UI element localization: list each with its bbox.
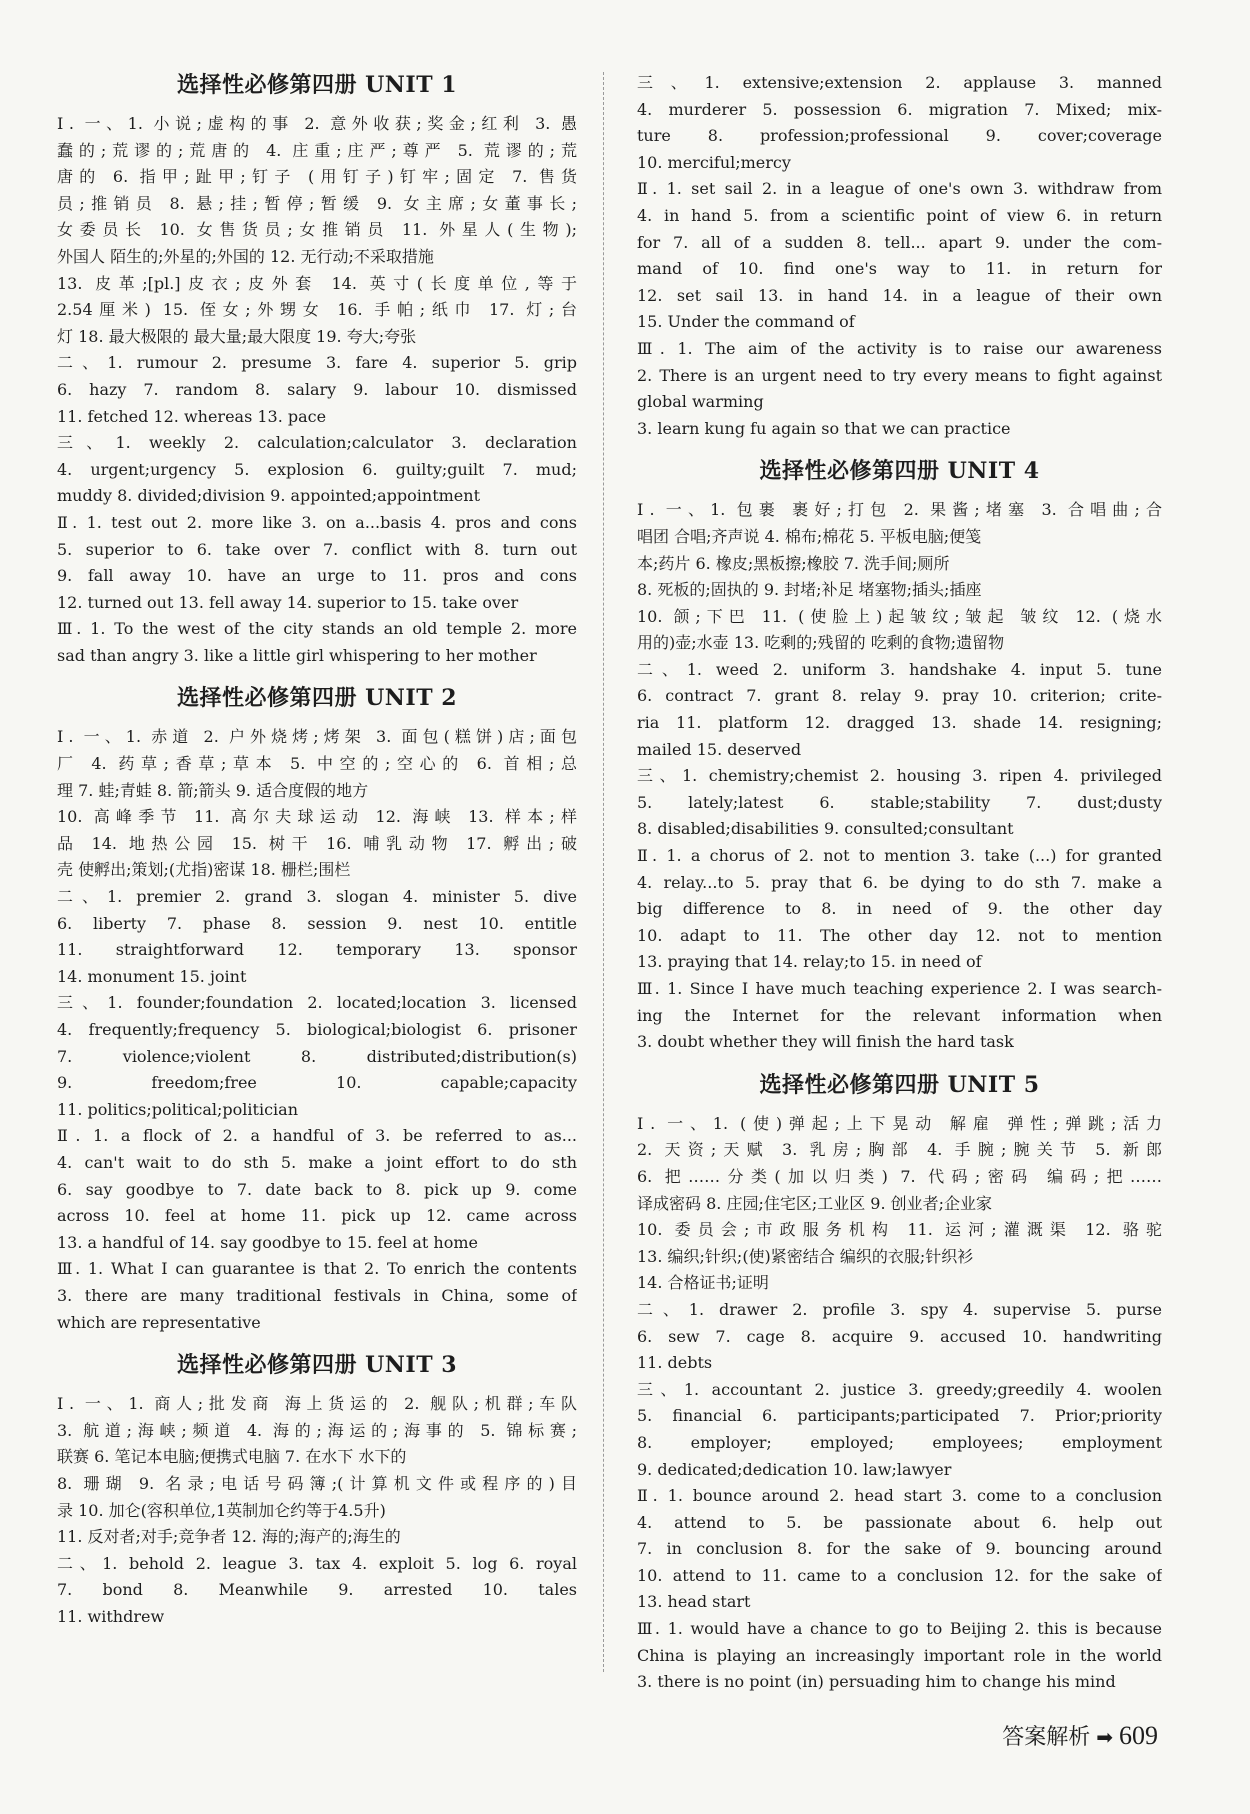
answer-line: 4. frequently;frequency 5. biological;biologist 6. prisoner bbox=[57, 1020, 577, 1039]
answer-line: 3. doubt whether they will finish the hard task bbox=[637, 1032, 1014, 1052]
answer-line: Ⅱ. 1. a flock of 2. a handful of 3. be referred to as... bbox=[57, 1126, 577, 1146]
answer-line: 11. straightforward 12. temporary 13. sponsor bbox=[57, 940, 577, 960]
unit4-heading: 选择性必修第四册 UNIT 4 bbox=[759, 458, 1040, 485]
answer-line: which are representative bbox=[57, 1312, 261, 1332]
answer-line: 14. monument 15. joint bbox=[57, 966, 247, 986]
answer-line: ria 11. platform 12. dragged 13. shade 14. resigning; bbox=[637, 713, 1162, 733]
answer-line: 6. hazy 7. random 8. salary 9. labour 10. dismissed bbox=[57, 379, 577, 399]
answer-line: 三、1. accountant 2. justice 3. greedy;greedily 4. woolen bbox=[637, 1379, 1162, 1399]
answer-line: 女委员长 10. 女售货员;女推销员 11. 外星人(生物); bbox=[57, 220, 577, 240]
answer-line: Ⅰ. 一、1. 商人;批发商 海上货运的 2. 舰队;机群;车队 bbox=[57, 1394, 577, 1414]
answer-line: Ⅲ. 1. Since I have much teaching experience 2. I was search- bbox=[637, 979, 1162, 998]
answer-line: 10. 高峰季节 11. 高尔夫球运动 12. 海峡 13. 样本;样 bbox=[57, 807, 577, 827]
answer-line: mailed 15. deserved bbox=[637, 739, 802, 759]
answer-line: ing the Internet for the relevant information when bbox=[637, 1005, 1162, 1025]
answer-line: 4. attend to 5. be passionate about 6. help out bbox=[637, 1512, 1162, 1532]
unit3-heading: 选择性必修第四册 UNIT 3 bbox=[176, 1352, 458, 1379]
answer-line: Ⅰ. 一、1. 赤道 2. 户外烧烤;烤架 3. 面包(糕饼)店;面包 bbox=[57, 727, 577, 747]
answer-line: 员;推销员 8. 悬;挂;暂停;暂缓 9. 女主席;女董事长; bbox=[57, 193, 577, 213]
answer-line: 9. fall away 10. have an urge to 11. pros and cons bbox=[57, 566, 577, 586]
answer-line: sad than angry 3. like a little girl whispering to her mother bbox=[57, 645, 537, 665]
answer-line: 7. bond 8. Meanwhile 9. arrested 10. tales bbox=[57, 1580, 577, 1600]
answer-line: 2.54厘米) 15. 侄女;外甥女 16. 手帕;纸巾 17. 灯;台 bbox=[57, 300, 577, 320]
answer-line: 7. in conclusion 8. for the sake of 9. bouncing around bbox=[637, 1539, 1162, 1559]
answer-line: 6. 把……分类(加以归类) 7. 代码;密码 编码;把…… bbox=[637, 1166, 1162, 1186]
arrow-right-icon: ➡ bbox=[1096, 1725, 1113, 1749]
unit2-answers bbox=[57, 724, 577, 1336]
answer-line: Ⅲ. 1. would have a chance to go to Beijing 2. this is because bbox=[637, 1619, 1162, 1639]
answer-line: global warming bbox=[637, 392, 764, 412]
answer-line: 联赛 6. 笔记本电脑;便携式电脑 7. 在水下 水下的 bbox=[57, 1447, 407, 1467]
answer-line: 三、1. weekly 2. calculation;calculator 3. declaration bbox=[57, 433, 577, 453]
left-column bbox=[57, 70, 577, 1630]
answer-line: Ⅱ. 1. a chorus of 2. not to mention 3. take (...) for granted bbox=[637, 846, 1162, 866]
answer-line: 12. set sail 13. in hand 14. in a league of their own bbox=[637, 285, 1162, 305]
unit1-answers bbox=[57, 111, 577, 669]
answer-line: 13. 皮革;[pl.]皮衣;皮外套 14. 英寸(长度单位,等于 bbox=[57, 273, 577, 293]
answer-line: 8. 死板的;固执的 9. 封堵;补足 堵塞物;插头;插座 bbox=[637, 580, 982, 600]
answer-line: 8. employer; employed; employees; employment bbox=[637, 1432, 1162, 1452]
answer-line: 4. relay...to 5. pray that 6. be dying to do sth 7. make a bbox=[637, 872, 1162, 892]
answer-line: 唐的 6. 指甲;趾甲;钉子 (用钉子)钉牢;固定 7. 售货 bbox=[57, 167, 577, 187]
answer-line: Ⅰ. 一、1. 小说;虚构的事 2. 意外收获;奖金;红利 3. 愚 bbox=[57, 114, 577, 133]
answer-line: 2. There is an urgent need to try every means to fight against bbox=[637, 365, 1162, 385]
answer-line: 13. a handful of 14. say goodbye to 15. feel at home bbox=[57, 1232, 478, 1252]
answer-line: 14. 合格证书;证明 bbox=[637, 1273, 769, 1293]
answer-line: 二、1. weed 2. uniform 3. handshake 4. input 5. tune bbox=[637, 659, 1162, 679]
answer-line: Ⅲ. 1. What I can guarantee is that 2. To enrich the contents bbox=[57, 1259, 577, 1279]
answer-line: 3. there is no point (in) persuading him to change his mind bbox=[637, 1672, 1116, 1692]
answer-line: Ⅲ. 1. The aim of the activity is to raise our awareness bbox=[637, 338, 1162, 358]
answer-line: 11. politics;political;politician bbox=[57, 1099, 298, 1119]
answer-line: 二、1. behold 2. league 3. tax 4. exploit 5. log 6. royal bbox=[57, 1553, 577, 1573]
answer-line: 13. 编织;针织;(使)紧密结合 编织的衣服;针织衫 bbox=[637, 1246, 974, 1266]
answer-line: 壳 使孵出;策划;(尤指)密谋 18. 栅栏;围栏 bbox=[57, 860, 351, 880]
answer-line: 10. merciful;mercy bbox=[637, 152, 791, 172]
answer-line: 13. praying that 14. relay;to 15. in need of bbox=[637, 952, 982, 972]
answer-line: 用的)壶;水壶 13. 吃剩的;残留的 吃剩的食物;遗留物 bbox=[637, 633, 1005, 653]
answer-line: 三、1. founder;foundation 2. located;location 3. licensed bbox=[57, 993, 577, 1013]
page-footer bbox=[1002, 1720, 1158, 1751]
unit5-answers bbox=[637, 1111, 1162, 1696]
answer-line: 3. there are many traditional festivals in China, some of bbox=[57, 1285, 577, 1305]
unit3-answers-continued bbox=[637, 70, 1162, 442]
answer-line: Ⅲ. 1. To the west of the city stands an old temple 2. more bbox=[57, 619, 577, 639]
answer-line: 唱团 合唱;齐声说 4. 棉布;棉花 5. 平板电脑;便笺 bbox=[637, 526, 982, 546]
answer-line: 8. 珊瑚 9. 名录;电话号码簿;(计算机文件或程序的)目 bbox=[57, 1473, 577, 1493]
answer-line: 3. learn kung fu again so that we can practice bbox=[637, 418, 1011, 438]
answer-line: 厂 4. 药草;香草;草本 5. 中空的;空心的 6. 首相;总 bbox=[57, 754, 577, 774]
answer-line: 7. violence;violent 8. distributed;distribution(s) bbox=[57, 1046, 577, 1066]
answer-line: 5. lately;latest 6. stable;stability 7. dust;dusty bbox=[637, 792, 1162, 812]
answer-line: muddy 8. divided;division 9. appointed;appointment bbox=[57, 486, 481, 506]
answer-line: Ⅰ. 一、1. 包裹 裹好;打包 2. 果酱;堵塞 3. 合唱曲;合 bbox=[637, 500, 1162, 520]
answer-line: mand of 10. find one's way to 11. in return for bbox=[637, 259, 1162, 279]
answer-line: 品 14. 地热公园 15. 树干 16. 哺乳动物 17. 孵出;破 bbox=[57, 833, 577, 853]
answer-line: Ⅱ. 1. set sail 2. in a league of one's own 3. withdraw from bbox=[637, 179, 1162, 199]
answer-line: 二、1. drawer 2. profile 3. spy 4. supervise 5. purse bbox=[637, 1299, 1162, 1319]
answer-line: 5. superior to 6. take over 7. conflict with 8. turn out bbox=[57, 539, 577, 559]
answer-line: 3. 航道;海峡;频道 4. 海的;海运的;海事的 5. 锦标赛; bbox=[57, 1420, 577, 1440]
answer-line: big difference to 8. in need of 9. the other day bbox=[637, 899, 1162, 919]
unit4-answers bbox=[637, 497, 1162, 1055]
answer-line: 外国人 陌生的;外星的;外国的 12. 无行动;不采取措施 bbox=[57, 246, 434, 266]
unit1-heading: 选择性必修第四册 UNIT 1 bbox=[176, 72, 458, 98]
answer-line: 6. contract 7. grant 8. relay 9. pray 10. criterion; crite- bbox=[637, 686, 1162, 706]
answer-line: 10. attend to 11. came to a conclusion 12. for the sake of bbox=[637, 1565, 1162, 1585]
answer-line: 10. 颌;下巴 11. (使脸上)起皱纹;皱起 皱纹 12. (烧水 bbox=[637, 606, 1162, 626]
answer-line: 本;药片 6. 橡皮;黑板擦;橡胶 7. 洗手间;厕所 bbox=[637, 553, 950, 573]
answer-line: 9. freedom;free 10. capable;capacity bbox=[57, 1073, 577, 1093]
answer-line: 13. head start bbox=[637, 1592, 751, 1612]
right-column bbox=[637, 70, 1162, 1696]
answer-key-label: 答案解析 bbox=[1002, 1725, 1091, 1750]
answer-line: 11. debts bbox=[637, 1353, 713, 1373]
answer-line: Ⅰ. 一、1. (使)弹起;上下晃动 解雇 弹性;弹跳;活力 bbox=[637, 1113, 1162, 1133]
unit3-answers bbox=[57, 1391, 577, 1630]
answer-line: 蠢的;荒谬的;荒唐的 4. 庄重;庄严;尊严 5. 荒谬的;荒 bbox=[57, 140, 577, 160]
answer-line: 二、1. premier 2. grand 3. slogan 4. minister 5. dive bbox=[57, 887, 577, 907]
answer-line: 5. financial 6. participants;participated 7. Prior;priority bbox=[637, 1406, 1162, 1426]
unit5-heading: 选择性必修第四册 UNIT 5 bbox=[759, 1071, 1040, 1098]
answer-line: 15. Under the command of bbox=[637, 312, 855, 332]
answer-line: 4. urgent;urgency 5. explosion 6. guilty;guilt 7. mud; bbox=[57, 459, 577, 479]
answer-line: across 10. feel at home 11. pick up 12. came across bbox=[57, 1206, 577, 1226]
answer-line: Ⅱ. 1. bounce around 2. head start 3. come to a conclusion bbox=[637, 1486, 1162, 1506]
answer-line: 4. murderer 5. possession 6. migration 7. Mixed; mix- bbox=[637, 99, 1162, 119]
answer-line: 6. liberty 7. phase 8. session 9. nest 10. entitle bbox=[57, 913, 577, 933]
answer-line: 译成密码 8. 庄园;住宅区;工业区 9. 创业者;企业家 bbox=[637, 1193, 993, 1213]
answer-line: 11. fetched 12. whereas 13. pace bbox=[57, 406, 327, 426]
answer-line: 6. say goodbye to 7. date back to 8. pick up 9. come bbox=[57, 1179, 577, 1199]
answer-line: 12. turned out 13. fell away 14. superior to 15. take over bbox=[57, 592, 519, 612]
column-divider bbox=[603, 72, 604, 1672]
answer-line: 10. adapt to 11. The other day 12. not to mention bbox=[637, 925, 1162, 945]
answer-line: 三、1. chemistry;chemist 2. housing 3. ripen 4. privileged bbox=[637, 766, 1162, 786]
answer-line: 录 10. 加仑(容积单位,1英制加仑约等于4.5升) bbox=[57, 1500, 386, 1520]
answer-line: 8. disabled;disabilities 9. consulted;consultant bbox=[637, 819, 1014, 839]
answer-line: 灯 18. 最大极限的 最大量;最大限度 19. 夸大;夸张 bbox=[57, 326, 417, 346]
answer-line: 6. sew 7. cage 8. acquire 9. accused 10. handwriting bbox=[637, 1326, 1162, 1346]
answer-line: 理 7. 蛙;青蛙 8. 箭;箭头 9. 适合度假的地方 bbox=[57, 780, 369, 800]
answer-line: 9. dedicated;dedication 10. law;lawyer bbox=[637, 1459, 952, 1479]
answer-line: 三、1. extensive;extension 2. applause 3. manned bbox=[637, 73, 1162, 92]
answer-line: 二、1. rumour 2. presume 3. fare 4. superior 5. grip bbox=[57, 353, 577, 373]
unit2-heading: 选择性必修第四册 UNIT 2 bbox=[176, 685, 458, 712]
answer-line: China is playing an increasingly important role in the world bbox=[637, 1645, 1162, 1665]
answer-line: 11. 反对者;对手;竞争者 12. 海的;海产的;海生的 bbox=[57, 1527, 401, 1547]
answer-line: 2. 天资;天赋 3. 乳房;胸部 4. 手腕;腕关节 5. 新郎 bbox=[637, 1140, 1162, 1160]
answer-line: 4. can't wait to do sth 5. make a joint effort to do sth bbox=[57, 1152, 577, 1172]
answer-line: Ⅱ. 1. test out 2. more like 3. on a...basis 4. pros and cons bbox=[57, 512, 577, 532]
answer-line: 4. in hand 5. from a scientific point of view 6. in return bbox=[637, 205, 1162, 225]
answer-line: for 7. all of a sudden 8. tell... apart 9. under the com- bbox=[637, 232, 1162, 252]
answer-line: ture 8. profession;professional 9. cover;coverage bbox=[637, 126, 1162, 146]
page-number: 609 bbox=[1119, 1721, 1158, 1750]
answer-line: 10. 委员会;市政服务机构 11. 运河;灌溉渠 12. 骆驼 bbox=[637, 1220, 1162, 1240]
answer-line: 11. withdrew bbox=[57, 1606, 165, 1626]
